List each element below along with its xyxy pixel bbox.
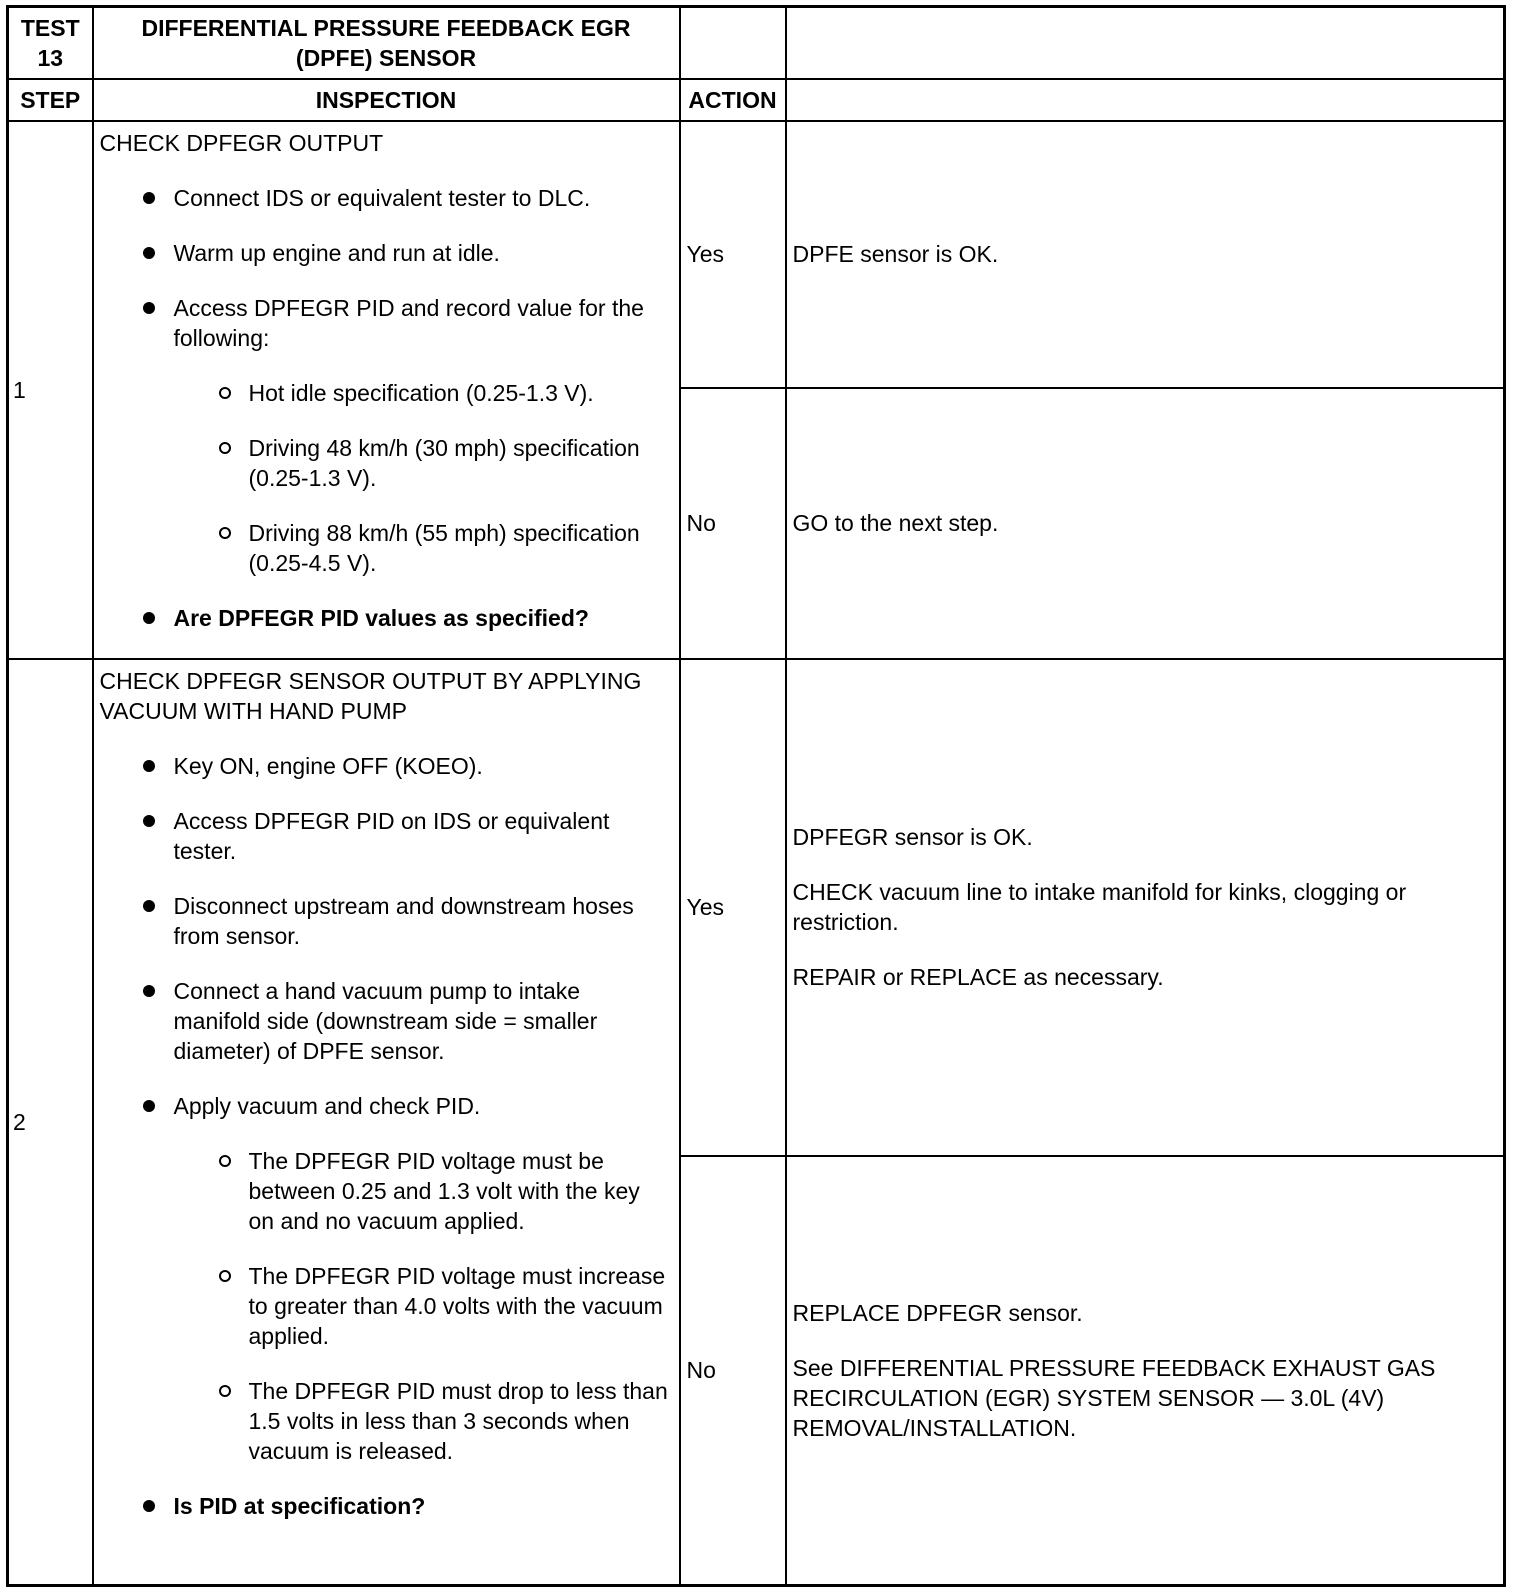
action-text: REPAIR or REPLACE as necessary. [792,964,1164,990]
question-item: Is PID at specification? [140,1491,671,1521]
bullet-item: Connect a hand vacuum pump to intake manifold side (downstream side = smaller diameter) of DPFE sensor. [140,976,671,1066]
bullet-text: Apply vacuum and check PID. [173,1092,481,1119]
sub-bullet-item: The DPFEGR PID must drop to less than 1.5 volts in less than 3 seconds when vacuum is released. [216,1376,671,1466]
column-header-row [8,79,1505,121]
title-blank-cell [786,7,1505,79]
action-text: See DIFFERENTIAL PRESSURE FEEDBACK EXHAUST GAS RECIRCULATION (EGR) SYSTEM SENSOR — 3.0L (4V) REMOVAL/INSTALLATION. [792,1354,1436,1441]
step-2-inspection [93,659,680,1586]
bullet-item [140,293,671,578]
action-text: DPFE sensor is OK. [792,241,999,268]
answer-no: No [680,388,786,658]
sub-bullet-item: Driving 88 km/h (55 mph) specification (0.25-4.5 V). [216,518,671,578]
col-header-blank [786,79,1505,121]
sub-bullet-item: Driving 48 km/h (30 mph) specification (0.25-1.3 V). [216,433,671,493]
step-number: 2 [8,659,93,1586]
bullet-text: Access DPFEGR PID and record value for the following: [173,294,644,351]
bullet-item: Disconnect upstream and downstream hoses from sensor. [140,891,671,951]
answer-yes: Yes [680,121,786,389]
sub-bullet-item: The DPFEGR PID voltage must be between 0.25 and 1.3 volt with the key on and no vacuum applied. [216,1146,671,1236]
sub-bullet-list [174,378,671,578]
col-header-inspection: INSPECTION [93,79,680,121]
sub-bullet-item: Hot idle specification (0.25-1.3 V). [216,378,671,408]
action-text: REPLACE DPFEGR sensor. [792,1299,1083,1326]
title-row [8,7,1505,79]
title-blank-cell [680,7,786,79]
step-title: CHECK DPFEGR OUTPUT [99,129,384,156]
step-1-inspection [93,121,680,659]
bullet-list [100,183,671,633]
test-title: DIFFERENTIAL PRESSURE FEEDBACK EGR (DPFE) SENSOR [93,7,680,79]
test-label: TEST 13 [8,7,93,79]
bullet-item: Access DPFEGR PID on IDS or equivalent tester. [140,806,671,866]
no-action [786,1156,1505,1586]
sub-bullet-item: The DPFEGR PID voltage must increase to greater than 4.0 volts with the vacuum applied. [216,1261,671,1351]
bullet-item: Key ON, engine OFF (KOEO). [140,751,671,781]
bullet-list [100,751,671,1521]
yes-action [786,121,1505,389]
bullet-item: Warm up engine and run at idle. [140,238,671,268]
bullet-item [140,1091,671,1466]
yes-action [786,659,1505,1156]
no-action [786,388,1505,658]
diagnostic-test-table [6,5,1506,1587]
answer-yes: Yes [680,659,786,1156]
answer-no: No [680,1156,786,1586]
col-header-action: ACTION [680,79,786,121]
action-text: DPFEGR sensor is OK. [792,824,1033,850]
step-title: CHECK DPFEGR SENSOR OUTPUT BY APPLYING VACUUM WITH HAND PUMP [99,667,642,724]
bullet-item: Connect IDS or equivalent tester to DLC. [140,183,671,213]
sub-bullet-list [174,1146,671,1466]
question-item: Are DPFEGR PID values as specified? [140,603,671,633]
col-header-step: STEP [8,79,93,121]
action-text: CHECK vacuum line to intake manifold for kinks, clogging or restriction. [792,879,1407,935]
step-number: 1 [8,121,93,659]
step-1-yes-row [8,121,1505,389]
action-text: GO to the next step. [792,510,999,537]
step-2-yes-row [8,659,1505,1156]
